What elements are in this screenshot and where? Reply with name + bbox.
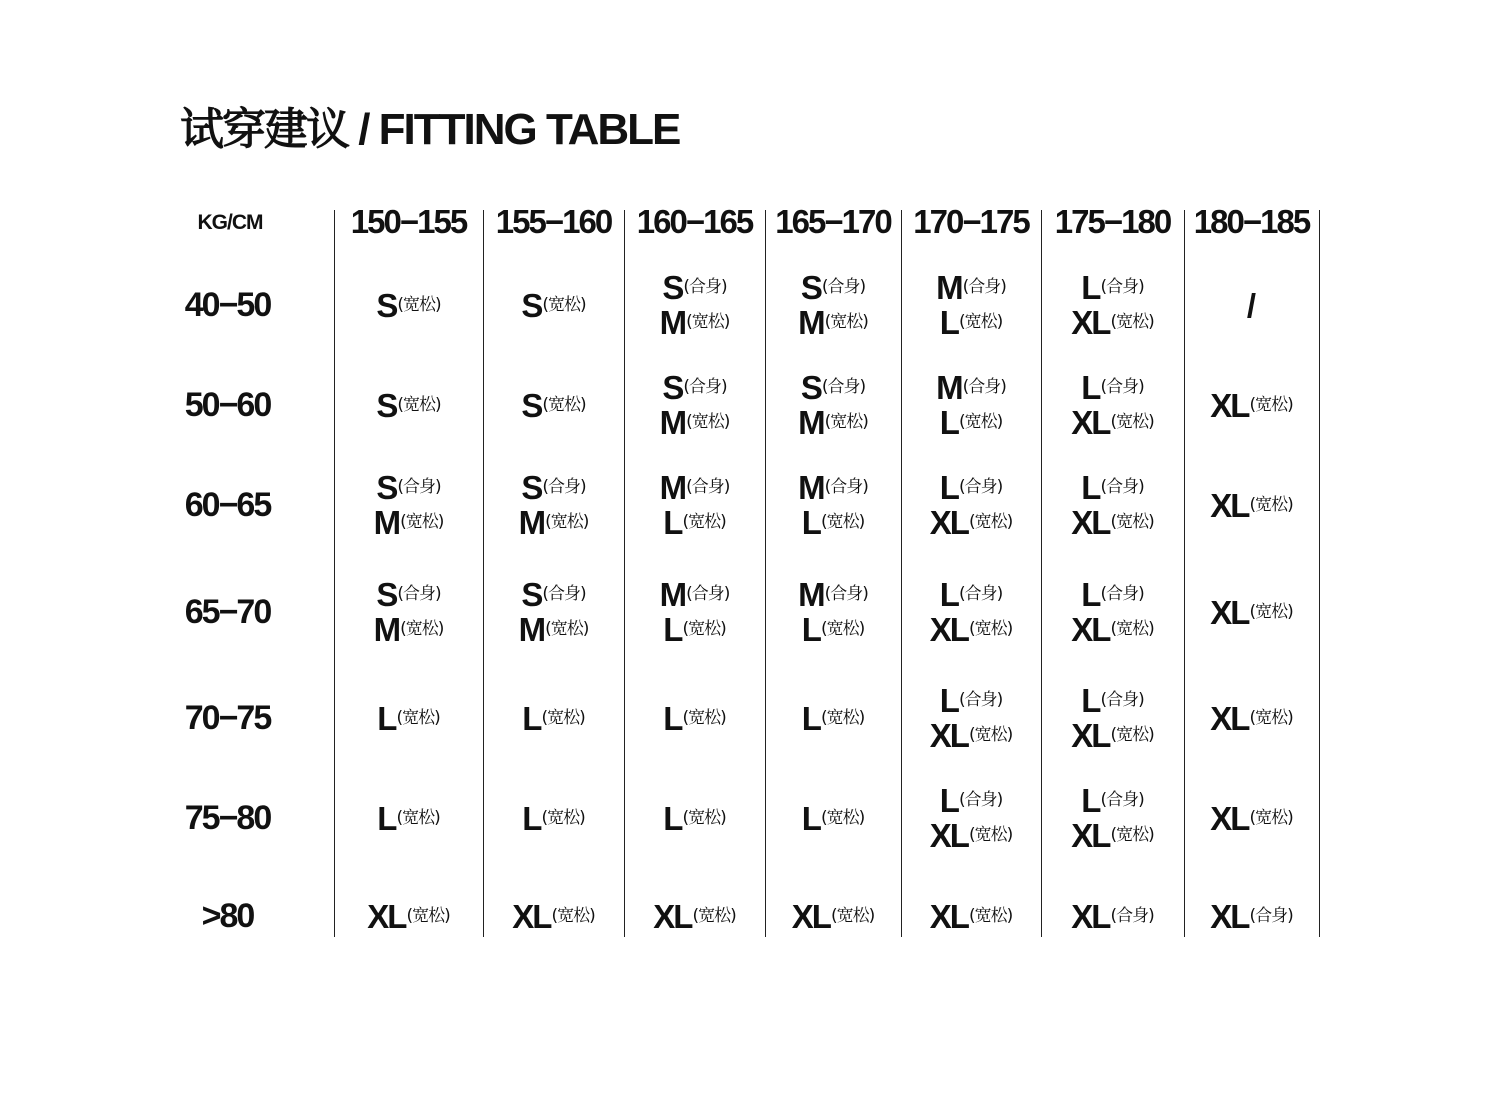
size-label: S (376, 576, 397, 613)
fit-label: (宽松) (1110, 412, 1154, 432)
size-label: S (662, 369, 683, 406)
size-recommendation (930, 612, 1012, 647)
fit-label: (宽松) (820, 512, 865, 532)
size-label: M (659, 469, 686, 506)
fit-label: (宽松) (968, 725, 1013, 745)
fit-label: (合身) (824, 584, 868, 604)
fit-label: (合身) (1100, 584, 1144, 604)
size-cell (1041, 265, 1184, 345)
size-cell (334, 265, 483, 345)
size-label: XL (1071, 304, 1110, 341)
weight-range-header: 40−50 (184, 286, 271, 324)
size-recommendation (521, 388, 585, 423)
size-label: XL (1071, 404, 1110, 441)
size-cell (334, 365, 483, 445)
size-recommendation (367, 899, 449, 934)
fit-label: (合身) (397, 477, 441, 497)
fit-label: (宽松) (1249, 807, 1293, 828)
size-recommendation (930, 718, 1012, 753)
weight-range-header: 75−80 (184, 799, 271, 837)
fit-label: (宽松) (686, 412, 730, 432)
size-cell (1184, 876, 1319, 956)
fit-label: (宽松) (551, 905, 595, 926)
size-cell (901, 465, 1041, 545)
fit-label: (合身) (686, 584, 730, 604)
size-label: M (798, 304, 824, 341)
fit-label: (宽松) (968, 512, 1013, 532)
size-label: S (800, 269, 821, 306)
size-cell (901, 876, 1041, 956)
size-cell (334, 465, 483, 545)
size-recommendation (930, 818, 1012, 853)
size-label: S (521, 386, 542, 424)
size-recommendation (653, 899, 735, 934)
size-cell (765, 572, 901, 652)
fit-label: (宽松) (958, 312, 1003, 332)
height-range-header: 150−155 (350, 203, 467, 240)
size-label: L (663, 699, 682, 737)
size-recommendation (374, 505, 444, 540)
size-label: L (663, 611, 682, 648)
fit-label: (合身) (962, 377, 1006, 397)
fit-label: (宽松) (1249, 601, 1293, 622)
size-label: M (798, 576, 824, 613)
size-label: XL (929, 611, 968, 648)
size-label: S (376, 386, 397, 424)
size-cell (483, 778, 624, 858)
size-label: S (662, 269, 683, 306)
size-recommendation (376, 388, 440, 423)
size-label: S (521, 576, 542, 613)
size-recommendation (1071, 818, 1153, 853)
size-label: XL (1071, 717, 1110, 754)
size-recommendation (512, 899, 594, 934)
size-recommendation (1210, 488, 1292, 523)
size-recommendation (1071, 718, 1153, 753)
fit-label: (宽松) (682, 619, 726, 639)
size-label: M (798, 469, 824, 506)
size-recommendation (798, 470, 868, 505)
size-recommendation (660, 577, 730, 612)
size-cell (1184, 572, 1319, 652)
size-recommendation (802, 701, 864, 736)
size-recommendation (376, 470, 440, 505)
size-recommendation (802, 801, 864, 836)
size-label: M (518, 504, 545, 541)
size-cell (1041, 572, 1184, 652)
height-range-header: 165−170 (775, 203, 891, 240)
size-recommendation (940, 783, 1002, 818)
fit-label: (合身) (1100, 377, 1144, 397)
size-label: M (373, 611, 400, 648)
fit-label: (合身) (1100, 277, 1144, 297)
size-cell (1041, 678, 1184, 758)
size-label: L (801, 699, 820, 737)
size-recommendation (802, 505, 864, 540)
size-recommendation (522, 701, 584, 736)
size-label: L (939, 404, 958, 441)
fit-label: (合身) (683, 377, 727, 397)
fit-label: (合身) (958, 790, 1003, 810)
size-cell (901, 678, 1041, 758)
fit-label: (合身) (958, 690, 1003, 710)
size-cell (334, 876, 483, 956)
size-cell (765, 465, 901, 545)
size-recommendation (377, 701, 439, 736)
fit-label: (宽松) (968, 619, 1013, 639)
size-label: XL (1071, 611, 1110, 648)
size-label: L (939, 782, 958, 819)
size-recommendation (798, 405, 868, 440)
size-label: XL (512, 897, 551, 935)
column-divider (1319, 210, 1320, 937)
size-label: M (518, 611, 545, 648)
fit-label: (宽松) (686, 312, 730, 332)
size-label: XL (1210, 486, 1249, 524)
size-cell (624, 365, 765, 445)
size-cell (765, 678, 901, 758)
size-label: XL (653, 897, 692, 935)
fit-label: (宽松) (397, 294, 441, 315)
size-recommendation (521, 470, 585, 505)
size-recommendation (663, 701, 725, 736)
size-recommendation (1247, 288, 1256, 323)
size-recommendation (1071, 305, 1153, 340)
fit-label: (合身) (821, 377, 866, 397)
size-label: L (801, 799, 820, 837)
size-label: L (939, 469, 958, 506)
size-cell (483, 572, 624, 652)
fit-label: (宽松) (820, 619, 865, 639)
fit-label: (合身) (686, 477, 730, 497)
size-label: S (521, 469, 542, 506)
size-recommendation (522, 801, 584, 836)
weight-range-header: 60−65 (184, 486, 271, 524)
size-recommendation (940, 683, 1002, 718)
size-label: XL (1210, 386, 1249, 424)
size-cell (624, 265, 765, 345)
fit-label: (合身) (962, 277, 1006, 297)
fit-label: (宽松) (1110, 725, 1154, 745)
size-label: L (663, 504, 682, 541)
fit-label: (宽松) (682, 512, 726, 532)
fit-label: (合身) (821, 277, 866, 297)
size-cell (1184, 365, 1319, 445)
size-label: XL (1210, 593, 1249, 631)
size-recommendation (663, 612, 725, 647)
size-recommendation (940, 470, 1002, 505)
fit-label: (宽松) (1249, 394, 1293, 415)
fit-label: (合身) (397, 584, 441, 604)
size-cell (483, 265, 624, 345)
size-label: L (1081, 576, 1100, 613)
size-cell (765, 876, 901, 956)
size-label: L (377, 699, 396, 737)
fit-label: (合身) (824, 477, 868, 497)
size-label: XL (1210, 897, 1249, 935)
size-label: XL (929, 817, 968, 854)
size-cell (624, 876, 765, 956)
size-recommendation (930, 505, 1012, 540)
size-label: XL (791, 897, 830, 935)
size-cell (765, 365, 901, 445)
size-recommendation (1210, 701, 1292, 736)
fit-label: (宽松) (968, 905, 1013, 926)
size-cell (624, 465, 765, 545)
size-cell (624, 678, 765, 758)
size-label: L (1081, 782, 1100, 819)
fit-label: (合身) (542, 584, 586, 604)
size-cell (1184, 678, 1319, 758)
size-recommendation (1081, 783, 1143, 818)
fit-label: (宽松) (1110, 512, 1154, 532)
size-recommendation (798, 305, 868, 340)
size-label: M (936, 369, 962, 406)
size-label: L (1081, 369, 1100, 406)
fit-label: (宽松) (820, 807, 865, 828)
size-label: L (801, 504, 820, 541)
size-label: L (1081, 682, 1100, 719)
fit-label: (宽松) (820, 707, 865, 728)
size-recommendation (519, 505, 589, 540)
weight-range-header: >80 (201, 897, 254, 935)
height-range-header: 155−160 (495, 203, 612, 240)
size-label: XL (929, 897, 968, 935)
fit-label: (宽松) (1249, 707, 1293, 728)
size-cell (483, 876, 624, 956)
fit-label: (宽松) (396, 807, 440, 828)
size-label: M (373, 504, 400, 541)
height-range-header: 160−165 (636, 203, 753, 240)
size-label: L (939, 576, 958, 613)
fit-label: (宽松) (682, 807, 726, 828)
fit-label: (宽松) (682, 707, 726, 728)
fit-label: (宽松) (541, 707, 585, 728)
size-recommendation (376, 288, 440, 323)
fit-label: (合身) (1110, 905, 1154, 926)
size-recommendation (801, 270, 865, 305)
fit-label: (宽松) (545, 512, 589, 532)
size-cell (901, 365, 1041, 445)
fit-label: (宽松) (1110, 619, 1154, 639)
size-recommendation (1071, 405, 1153, 440)
size-recommendation (802, 612, 864, 647)
size-label: S (376, 469, 397, 506)
size-recommendation (1210, 801, 1292, 836)
size-recommendation (1071, 505, 1153, 540)
size-recommendation (374, 612, 444, 647)
size-cell (1184, 265, 1319, 345)
height-range-header: 175−180 (1054, 203, 1171, 240)
size-recommendation (662, 270, 726, 305)
fit-label: (宽松) (406, 905, 450, 926)
size-label: M (659, 304, 686, 341)
size-recommendation (1081, 577, 1143, 612)
page-title: 试穿建议 / FITTING TABLE (180, 105, 680, 154)
size-label: L (1081, 269, 1100, 306)
fit-label: (宽松) (397, 394, 441, 415)
size-label: S (521, 286, 542, 324)
size-label: XL (929, 717, 968, 754)
size-cell (765, 778, 901, 858)
size-cell (765, 265, 901, 345)
size-recommendation (940, 405, 1002, 440)
size-label: XL (929, 504, 968, 541)
size-label: M (659, 404, 686, 441)
size-recommendation (376, 577, 440, 612)
size-cell (624, 572, 765, 652)
size-recommendation (660, 470, 730, 505)
fit-label: (合身) (542, 477, 586, 497)
corner-label: KG/CM (197, 211, 263, 234)
size-cell (1184, 465, 1319, 545)
size-recommendation (801, 370, 865, 405)
size-recommendation (930, 899, 1012, 934)
size-cell (1041, 465, 1184, 545)
size-label: L (939, 304, 958, 341)
size-recommendation (663, 505, 725, 540)
fit-label: (宽松) (1249, 494, 1293, 515)
size-recommendation (1071, 612, 1153, 647)
size-recommendation (940, 305, 1002, 340)
fit-label: (宽松) (542, 294, 586, 315)
size-label: XL (1071, 897, 1110, 935)
size-label: L (663, 799, 682, 837)
size-cell (334, 778, 483, 858)
weight-range-header: 70−75 (184, 699, 271, 737)
size-cell (1184, 778, 1319, 858)
fit-label: (宽松) (1110, 825, 1154, 845)
fit-label: (宽松) (968, 825, 1013, 845)
size-cell (624, 778, 765, 858)
size-recommendation (1081, 370, 1143, 405)
fit-label: (宽松) (692, 905, 736, 926)
size-cell (483, 678, 624, 758)
fit-label: (合身) (1100, 790, 1144, 810)
fit-label: (宽松) (958, 412, 1003, 432)
size-recommendation (660, 305, 730, 340)
size-recommendation (936, 370, 1006, 405)
size-label: L (939, 682, 958, 719)
size-recommendation (936, 270, 1006, 305)
size-recommendation (1210, 899, 1292, 934)
size-cell (901, 572, 1041, 652)
size-cell (1041, 778, 1184, 858)
size-recommendation (1071, 899, 1153, 934)
size-label: S (376, 286, 397, 324)
fit-label: (宽松) (824, 312, 868, 332)
size-cell (1041, 876, 1184, 956)
fit-label: (宽松) (830, 905, 875, 926)
size-recommendation (377, 801, 439, 836)
size-recommendation (521, 577, 585, 612)
size-recommendation (521, 288, 585, 323)
size-recommendation (660, 405, 730, 440)
weight-range-header: 50−60 (184, 386, 271, 424)
size-label: L (1081, 469, 1100, 506)
size-cell (901, 265, 1041, 345)
size-label: L (801, 611, 820, 648)
size-recommendation (798, 577, 868, 612)
size-recommendation (1081, 683, 1143, 718)
fit-label: (宽松) (545, 619, 589, 639)
size-cell (483, 465, 624, 545)
fit-label: (宽松) (400, 619, 444, 639)
size-cell (901, 778, 1041, 858)
size-label: XL (1210, 699, 1249, 737)
height-range-header: 180−185 (1193, 203, 1310, 240)
size-recommendation (1210, 595, 1292, 630)
fit-label: (宽松) (400, 512, 444, 532)
size-cell (334, 572, 483, 652)
size-cell (334, 678, 483, 758)
size-label: XL (1071, 504, 1110, 541)
size-recommendation (792, 899, 874, 934)
size-recommendation (940, 577, 1002, 612)
size-label: M (936, 269, 962, 306)
fit-label: (宽松) (542, 394, 586, 415)
fit-label: (宽松) (824, 412, 868, 432)
fit-label: (合身) (1249, 905, 1293, 926)
size-recommendation (1081, 270, 1143, 305)
fit-label: (宽松) (541, 807, 585, 828)
fit-label: (宽松) (1110, 312, 1154, 332)
size-label: L (377, 799, 396, 837)
fit-label: (合身) (958, 477, 1003, 497)
size-label: M (659, 576, 686, 613)
size-label: M (798, 404, 824, 441)
fit-label: (合身) (1100, 477, 1144, 497)
fit-label: (合身) (1100, 690, 1144, 710)
size-recommendation (663, 801, 725, 836)
weight-range-header: 65−70 (184, 593, 271, 631)
size-label: XL (1071, 817, 1110, 854)
size-cell (1041, 365, 1184, 445)
fit-label: (合身) (958, 584, 1003, 604)
size-recommendation (519, 612, 589, 647)
fit-label: (合身) (683, 277, 727, 297)
size-recommendation (1210, 388, 1292, 423)
size-label: S (800, 369, 821, 406)
size-label: XL (367, 897, 406, 935)
size-recommendation (662, 370, 726, 405)
size-label: XL (1210, 799, 1249, 837)
size-label: L (522, 699, 541, 737)
height-range-header: 170−175 (913, 203, 1029, 240)
fit-label: (宽松) (396, 707, 440, 728)
size-cell (483, 365, 624, 445)
not-available-mark: / (1246, 286, 1257, 324)
size-label: L (522, 799, 541, 837)
size-recommendation (1081, 470, 1143, 505)
